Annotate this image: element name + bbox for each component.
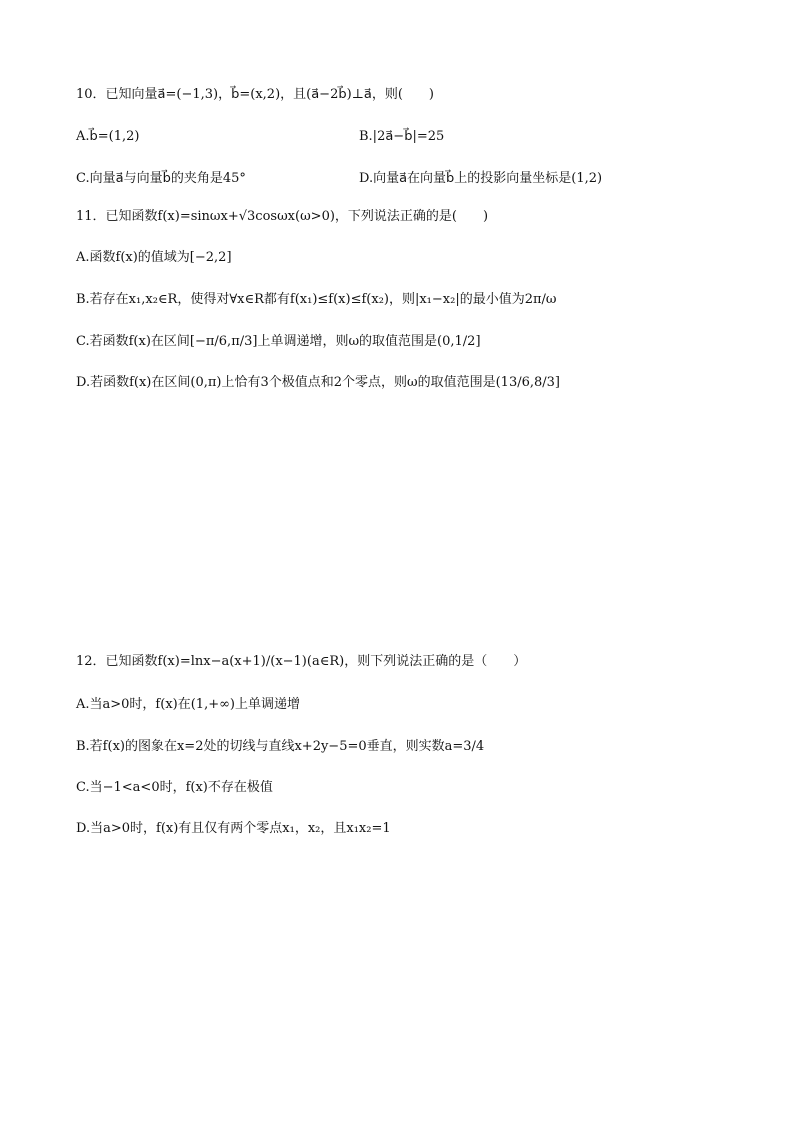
question-10-option-b: B.|2a⃗−b⃗|=25 <box>359 129 445 144</box>
question-12-option-c: C.当−1<a<0时，f(x)不存在极值 <box>76 780 273 795</box>
question-11-option-c: C.若函数f(x)在区间[−π/6,π/3]上单调递增，则ω的取值范围是(0,1/2] <box>76 334 481 349</box>
question-11-option-a: A.函数f(x)的值域为[−2,2] <box>76 250 232 265</box>
question-10-stem: 10．已知向量a⃗=(−1,3)，b⃗=(x,2)，且(a⃗−2b⃗)⊥a⃗，则( ) <box>76 87 434 102</box>
question-11-stem: 11．已知函数f(x)=sinωx+√3cosωx(ω>0)，下列说法正确的是( ) <box>76 209 489 224</box>
question-11-option-b: B.若存在x₁,x₂∈R，使得对∀x∈R都有f(x₁)≤f(x)≤f(x₂)，则|x₁−x₂|的最小值为2π/ω <box>76 292 557 307</box>
question-12-option-b: B.若f(x)的图象在x=2处的切线与直线x+2y−5=0垂直，则实数a=3/4 <box>76 739 485 754</box>
question-12-stem: 12．已知函数f(x)=lnx−a(x+1)/(x−1)(a∈R)，则下列说法正确的是（ ） <box>76 654 527 669</box>
question-11-option-d: D.若函数f(x)在区间(0,π)上恰有3个极值点和2个零点，则ω的取值范围是(13/6,8/3] <box>76 375 561 390</box>
question-10-option-a: A.b⃗=(1,2) <box>76 129 140 144</box>
question-10-option-c: C.向量a⃗与向量b⃗的夹角是45° <box>76 171 246 186</box>
question-10-option-d: D.向量a⃗在向量b⃗上的投影向量坐标是(1,2) <box>359 171 603 186</box>
question-12-option-a: A.当a>0时，f(x)在(1,+∞)上单调递增 <box>76 697 300 712</box>
question-12-option-d: D.当a>0时，f(x)有且仅有两个零点x₁，x₂，且x₁x₂=1 <box>76 821 391 836</box>
